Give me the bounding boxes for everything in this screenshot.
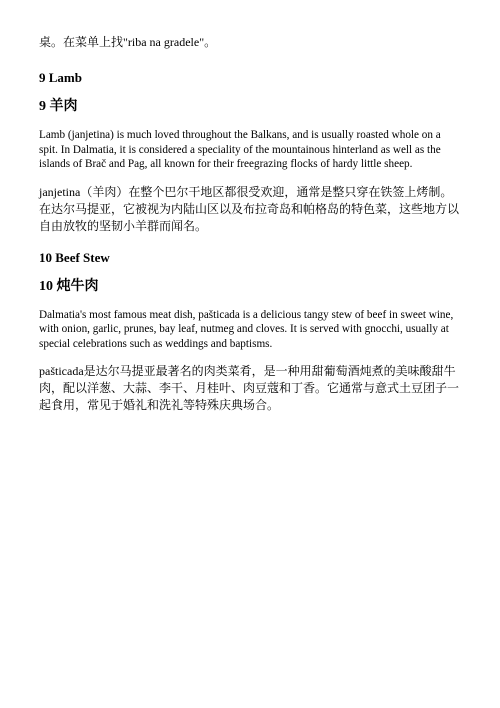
section-heading-lamb-zh: 9 羊肉 bbox=[39, 99, 78, 114]
intro-line: 桌。在菜单上找"riba na gradele"。 bbox=[39, 35, 217, 49]
document-page bbox=[39, 34, 459, 414]
paragraph-lamb-en: Lamb (janjetina) is much loved throughout the Balkans, and is usually roasted whole on a spit. In Dalmatia, it is considered a speciality of the mountainous hinterland as well as the islands of Brač and Pag, all known for their freegrazing flocks of hardy little sheep. bbox=[39, 129, 441, 170]
paragraph-beef-zh: pašticada是达尔马提亚最著名的肉类菜肴，是一种用甜葡萄酒炖煮的美味酸甜牛肉，配以洋葱、大蒜、李干、月桂叶、肉豆蔻和丁香。它通常与意式土豆团子一起食用，常见于婚礼和洗礼等特殊庆典场合。 bbox=[39, 364, 460, 412]
section-heading-lamb-en: 9 Lamb bbox=[39, 70, 82, 85]
section-heading-beef-zh: 10 炖牛肉 bbox=[39, 278, 99, 294]
paragraph-beef-en: Dalmatia's most famous meat dish, pašticada is a delicious tangy stew of beef in sweet wine, with onion, garlic, prunes, bay leaf, nutmeg and cloves. It is served with gnocchi, usually at special celebrations such as weddings and baptisms. bbox=[39, 308, 454, 350]
section-heading-beef-en: 10 Beef Stew bbox=[39, 249, 110, 265]
paragraph-lamb-zh: janjetina（羊肉）在整个巴尔干地区都很受欢迎，通常是整只穿在铁签上烤制。在达尔马提亚，它被视为内陆山区以及布拉奇岛和帕格岛的特色菜，这些地方以自由放牧的坚韧小羊群而闻名。 bbox=[39, 184, 460, 233]
